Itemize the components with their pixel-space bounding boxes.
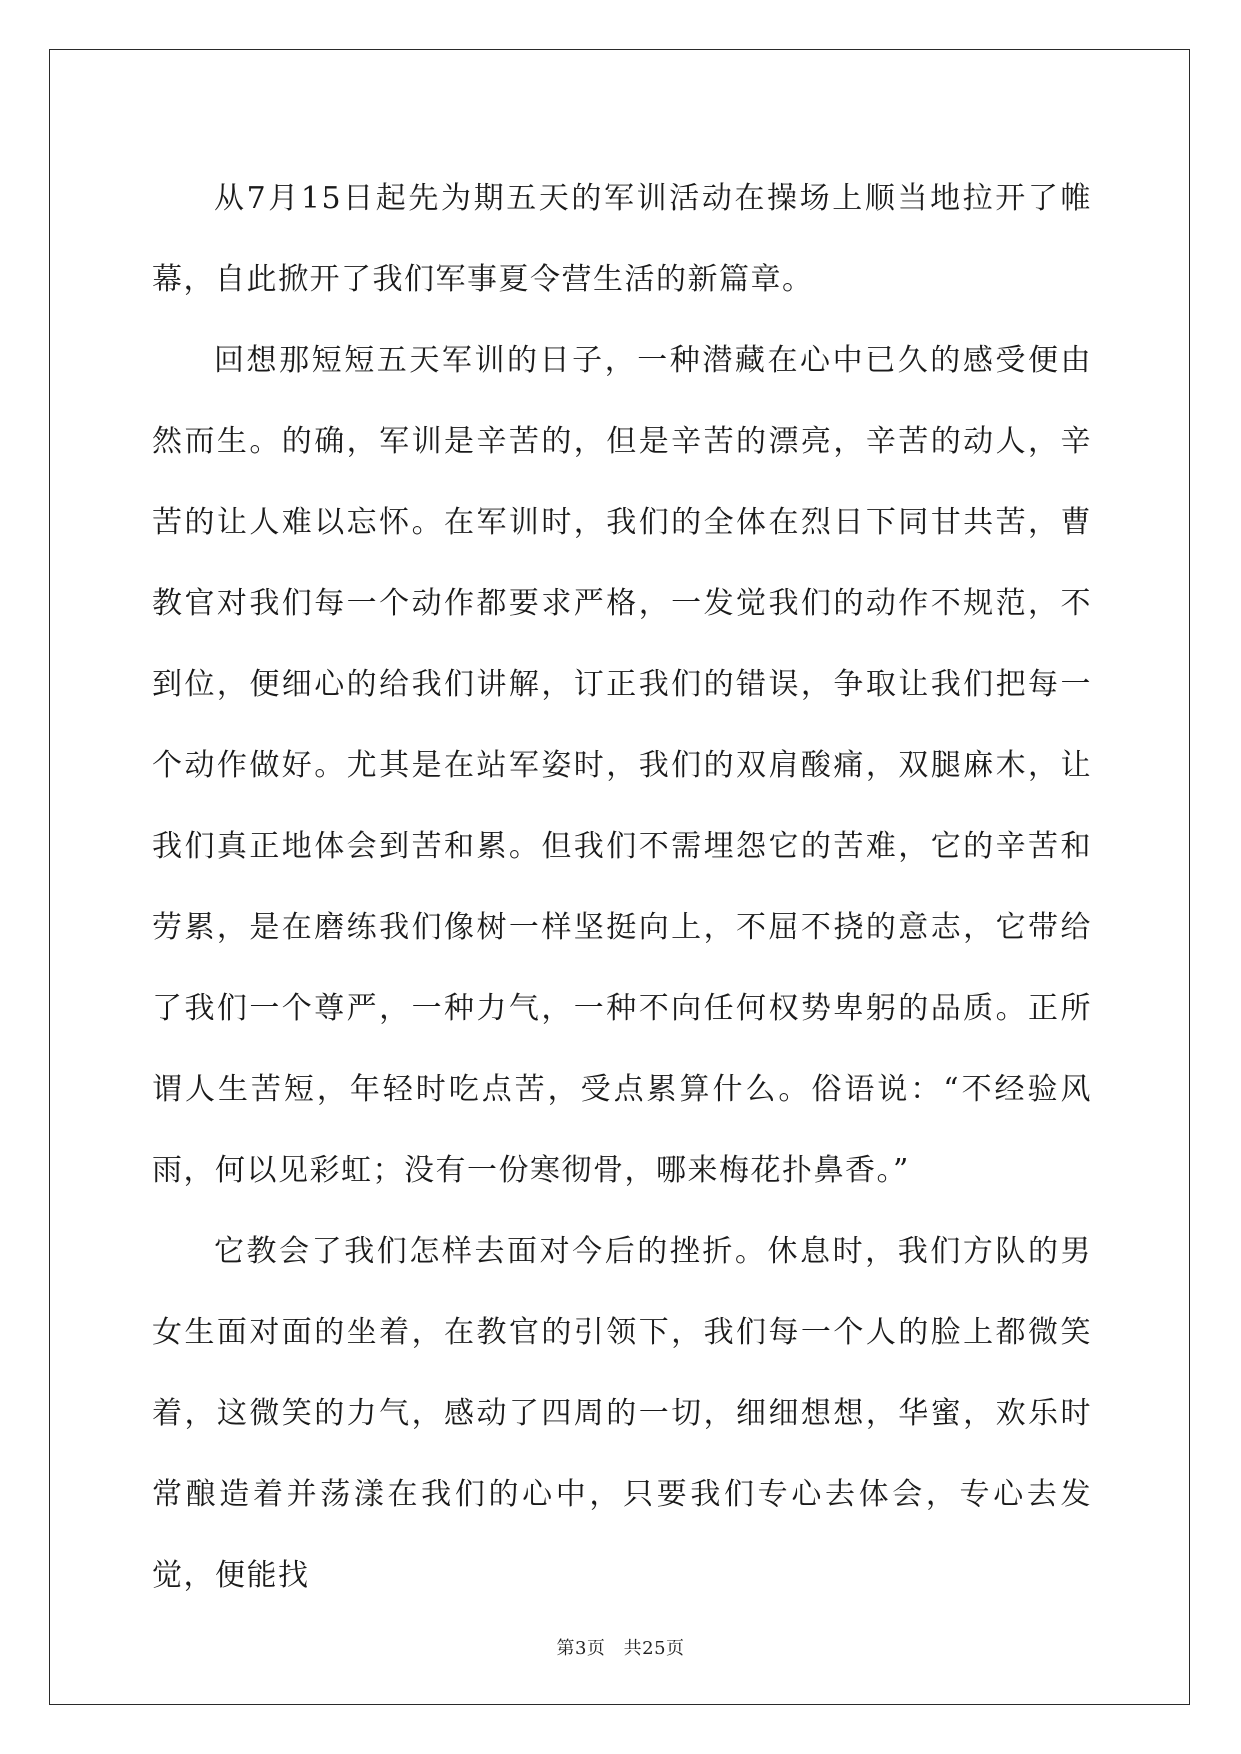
total-page-count: 共25页 <box>623 1638 685 1659</box>
paragraph-2: 回想那短短五天军训的日子，一种潜藏在心中已久的感受便由然而生。的确，军训是辛苦的，但是辛苦的漂亮，辛苦的动人，辛苦的让人难以忘怀。在军训时，我们的全体在烈日下同甘共苦，曹教官对我们每一个动作都要求严格，一发觉我们的动作不规范，不到位，便细心的给我们讲解，订正我们的错误，争取让我们把每一个动作做好。尤其是在站军姿时，我们的双肩酸痛，双腿麻木，让我们真正地体会到苦和累。但我们不需埋怨它的苦难，它的辛苦和劳累，是在磨练我们像树一样坚挺向上，不屈不挠的意志，它带给了我们一个尊严，一种力气，一种不向任何权势卑躬的品质。正所谓人生苦短，年轻时吃点苦，受点累算什么。俗语说：“不经验风雨，何以见彩虹；没有一份寒彻骨，哪来梅花扑鼻香。” <box>152 343 1092 1188</box>
page-footer <box>0 1634 1241 1660</box>
current-page-number: 第3页 <box>556 1638 606 1659</box>
paragraph-1: 从7月15日起先为期五天的军训活动在操场上顺当地拉开了帷幕，自此掀开了我们军事夏令营生活的新篇章。 <box>152 181 1092 297</box>
paragraph-3: 它教会了我们怎样去面对今后的挫折。休息时，我们方队的男女生面对面的坐着，在教官的引领下，我们每一个人的脸上都微笑着，这微笑的力气，感动了四周的一切，细细想想，华蜜，欢乐时常酿造着并荡漾在我们的心中，只要我们专心去体会，专心去发觉，便能找 <box>152 1234 1092 1593</box>
document-body <box>152 158 1092 1616</box>
